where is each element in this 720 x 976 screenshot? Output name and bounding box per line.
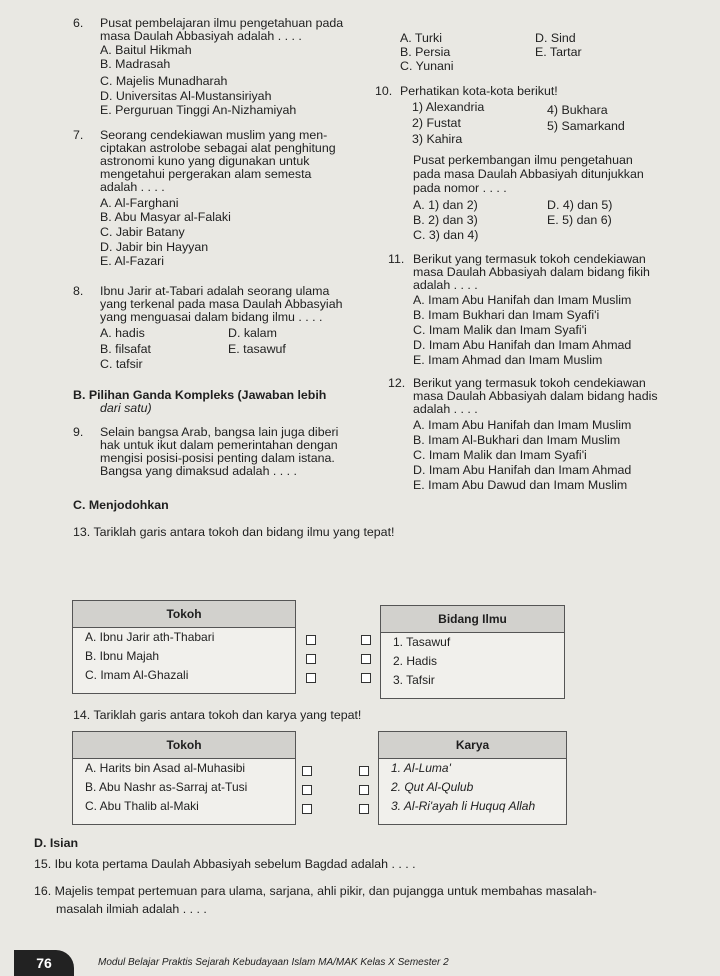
q9-option-d: D. Sind — [535, 31, 576, 45]
q8-number: 8. — [73, 284, 84, 298]
page-number: 76 — [14, 950, 74, 976]
q10-number: 10. — [375, 84, 393, 98]
q13-right-checkbox-1[interactable] — [361, 635, 371, 645]
q7-stem-line2: ciptakan astrolobe sebagai alat penghitung — [100, 141, 336, 155]
q10-prompt-line3: pada nomor . . . . — [413, 181, 507, 195]
q14-left-checkbox-c[interactable] — [302, 804, 312, 814]
q9-stem-line3: mengisi posisi-posisi penting dalam istana. — [100, 451, 335, 465]
q9-number: 9. — [73, 425, 84, 439]
q14-tokoh-b: B. Abu Nashr as-Sarraj at-Tusi — [85, 780, 248, 794]
footer-book-title: Modul Belajar Praktis Sejarah Kebudayaan Islam MA/MAK Kelas X Semester 2 — [98, 957, 449, 968]
q8-option-e: E. tasawuf — [228, 342, 286, 356]
q7-stem-line1: Seorang cendekiawan muslim yang men- — [100, 128, 328, 142]
q11-option-b: B. Imam Bukhari dan Imam Syafi'i — [413, 308, 600, 322]
q13-left-checkbox-b[interactable] — [306, 654, 316, 664]
q14-right-checkbox-1[interactable] — [359, 766, 369, 776]
q12-option-e: E. Imam Abu Dawud dan Imam Muslim — [413, 478, 628, 492]
q14-karya-1: 1. Al-Luma' — [391, 761, 451, 775]
q12-option-a: A. Imam Abu Hanifah dan Imam Muslim — [413, 418, 632, 432]
q9-option-a: A. Turki — [400, 31, 442, 45]
section-d-heading: D. Isian — [34, 836, 79, 850]
q13-bidang-3: 3. Tafsir — [393, 673, 435, 687]
q6-option-d: D. Universitas Al-Mustansiriyah — [100, 89, 272, 103]
q8-stem-line2: yang terkenal pada masa Daulah Abbasyiah — [100, 297, 343, 311]
q9-stem-line4: Bangsa yang dimaksud adalah . . . . — [100, 464, 297, 478]
q10-option-b: B. 2) dan 3) — [413, 213, 478, 227]
q14-right-checkbox-3[interactable] — [359, 804, 369, 814]
q9-stem-line2: hak untuk ikut dalam pemerintahan dengan — [100, 438, 338, 452]
q7-option-d: D. Jabir bin Hayyan — [100, 240, 209, 254]
q9-option-c: C. Yunani — [400, 59, 454, 73]
table-row — [379, 778, 566, 797]
q6-stem-line1: Pusat pembelajaran ilmu pengetahuan pada — [100, 16, 344, 30]
q16-line2: masalah ilmiah adalah . . . . — [56, 902, 207, 916]
section-b-title: B. Pilihan Ganda Kompleks (Jawaban lebih — [73, 388, 327, 402]
q13-tokoh-table — [72, 600, 296, 694]
q12-stem-line3: adalah . . . . — [413, 402, 478, 416]
q6-option-c: C. Majelis Munadharah — [100, 74, 228, 88]
q10-stem: Perhatikan kota-kota berikut! — [400, 84, 558, 98]
q8-option-c: C. tafsir — [100, 357, 143, 371]
q6-number: 6. — [73, 16, 84, 30]
q10-city-2: 2) Fustat — [412, 116, 461, 130]
q8-option-b: B. filsafat — [100, 342, 151, 356]
q13-right-checkbox-3[interactable] — [361, 673, 371, 683]
q14-karya-table — [378, 731, 567, 825]
q11-stem-line2: masa Daulah Abbasiyah dalam bidang fikih — [413, 265, 650, 279]
q7-stem-line5: adalah . . . . — [100, 180, 165, 194]
q7-option-a: A. Al-Farghani — [100, 196, 179, 210]
q13-bidang-header: Bidang Ilmu — [381, 606, 564, 633]
q13-tokoh-header: Tokoh — [73, 601, 295, 628]
q11-option-d: D. Imam Abu Hanifah dan Imam Ahmad — [413, 338, 632, 352]
q11-stem-line1: Berikut yang termasuk tokoh cendekiawan — [413, 252, 646, 266]
section-c-heading: C. Menjodohkan — [73, 498, 169, 512]
q10-city-1: 1) Alexandria — [412, 100, 485, 114]
q11-number: 11. — [388, 252, 405, 266]
q7-stem-line4: mengetahui pergerakan alam semesta — [100, 167, 312, 181]
q11-option-c: C. Imam Malik dan Imam Syafi'i — [413, 323, 587, 337]
q12-stem-line2: masa Daulah Abbasiyah dalam bidang hadis — [413, 389, 658, 403]
q12-option-c: C. Imam Malik dan Imam Syafi'i — [413, 448, 587, 462]
q7-option-c: C. Jabir Batany — [100, 225, 185, 239]
table-row — [379, 797, 566, 816]
q7-option-e: E. Al-Fazari — [100, 254, 165, 268]
q9-option-b: B. Persia — [400, 45, 451, 59]
table-row — [73, 759, 295, 778]
q9-stem-line1: Selain bangsa Arab, bangsa lain juga diberi — [100, 425, 339, 439]
q8-option-d: D. kalam — [228, 326, 277, 340]
q13-left-checkbox-a[interactable] — [306, 635, 316, 645]
q13-right-checkbox-2[interactable] — [361, 654, 371, 664]
table-row — [381, 671, 564, 690]
q8-option-a: A. hadis — [100, 326, 145, 340]
q13-bidang-table — [380, 605, 565, 699]
q8-stem-line1: Ibnu Jarir at-Tabari adalah seorang ulama — [100, 284, 330, 298]
q7-number: 7. — [73, 128, 84, 142]
q15-text: 15. Ibu kota pertama Daulah Abbasiyah sebelum Bagdad adalah . . . . — [34, 857, 416, 871]
q10-prompt-line2: pada masa Daulah Abbasiyah ditunjukkan — [413, 167, 644, 181]
q12-stem-line1: Berikut yang termasuk tokoh cendekiawan — [413, 376, 646, 390]
table-row — [73, 647, 295, 666]
table-row — [379, 759, 566, 778]
table-row — [73, 628, 295, 647]
q7-stem-line3: astronomi kuno yang digunakan untuk — [100, 154, 310, 168]
table-row — [73, 797, 295, 816]
q10-option-d: D. 4) dan 5) — [547, 198, 613, 212]
q14-tokoh-header: Tokoh — [73, 732, 295, 759]
q6-option-b: B. Madrasah — [100, 57, 171, 71]
q14-tokoh-table — [72, 731, 296, 825]
q7-option-b: B. Abu Masyar al-Falaki — [100, 210, 231, 224]
q10-city-4: 4) Bukhara — [547, 103, 608, 117]
q13-tokoh-c: C. Imam Al-Ghazali — [85, 668, 189, 682]
q13-tokoh-a: A. Ibnu Jarir ath-Thabari — [85, 630, 215, 644]
q13-bidang-2: 2. Hadis — [393, 654, 438, 668]
table-row — [381, 652, 564, 671]
q10-option-a: A. 1) dan 2) — [413, 198, 478, 212]
q14-tokoh-a: A. Harits bin Asad al-Muhasibi — [85, 761, 246, 775]
q10-prompt-line1: Pusat perkembangan ilmu pengetahuan — [413, 153, 633, 167]
q14-tokoh-c: C. Abu Thalib al-Maki — [85, 799, 199, 813]
q14-karya-2: 2. Qut Al-Qulub — [391, 780, 474, 794]
q10-city-3: 3) Kahira — [412, 132, 463, 146]
q12-number: 12. — [388, 376, 406, 390]
q11-option-e: E. Imam Ahmad dan Imam Muslim — [413, 353, 603, 367]
q13-tokoh-b: B. Ibnu Majah — [85, 649, 160, 663]
q6-option-e: E. Perguruan Tinggi An-Nizhamiyah — [100, 103, 297, 117]
q9-option-e: E. Tartar — [535, 45, 582, 59]
q14-right-checkbox-2[interactable] — [359, 785, 369, 795]
q16-line1: 16. Majelis tempat pertemuan para ulama, sarjana, ahli pikir, dan pujangga untuk membahas masalah- — [34, 884, 597, 898]
q10-city-5: 5) Samarkand — [547, 119, 625, 133]
q12-option-d: D. Imam Abu Hanifah dan Imam Ahmad — [413, 463, 632, 477]
q10-option-e: E. 5) dan 6) — [547, 213, 612, 227]
section-b-heading — [73, 388, 326, 402]
q13-stem: 13. Tariklah garis antara tokoh dan bidang ilmu yang tepat! — [73, 525, 395, 539]
q14-karya-3: 3. Al-Ri'ayah li Huquq Allah — [391, 799, 536, 813]
q11-option-a: A. Imam Abu Hanifah dan Imam Muslim — [413, 293, 632, 307]
section-b-subtitle: dari satu) — [100, 401, 152, 415]
q14-left-checkbox-b[interactable] — [302, 785, 312, 795]
q13-left-checkbox-c[interactable] — [306, 673, 316, 683]
q14-stem: 14. Tariklah garis antara tokoh dan karya yang tepat! — [73, 708, 362, 722]
q14-left-checkbox-a[interactable] — [302, 766, 312, 776]
q14-karya-header: Karya — [379, 732, 566, 759]
table-row — [73, 666, 295, 685]
q8-stem-line3: yang menguasai dalam bidang ilmu . . . . — [100, 310, 323, 324]
q11-stem-line3: adalah . . . . — [413, 278, 478, 292]
table-row — [381, 633, 564, 652]
q6-stem-line2: masa Daulah Abbasiyah adalah . . . . — [100, 29, 302, 43]
q6-option-a: A. Baitul Hikmah — [100, 43, 192, 57]
q13-bidang-1: 1. Tasawuf — [393, 635, 451, 649]
q10-option-c: C. 3) dan 4) — [413, 228, 479, 242]
table-row — [73, 778, 295, 797]
q12-option-b: B. Imam Al-Bukhari dan Imam Muslim — [413, 433, 621, 447]
